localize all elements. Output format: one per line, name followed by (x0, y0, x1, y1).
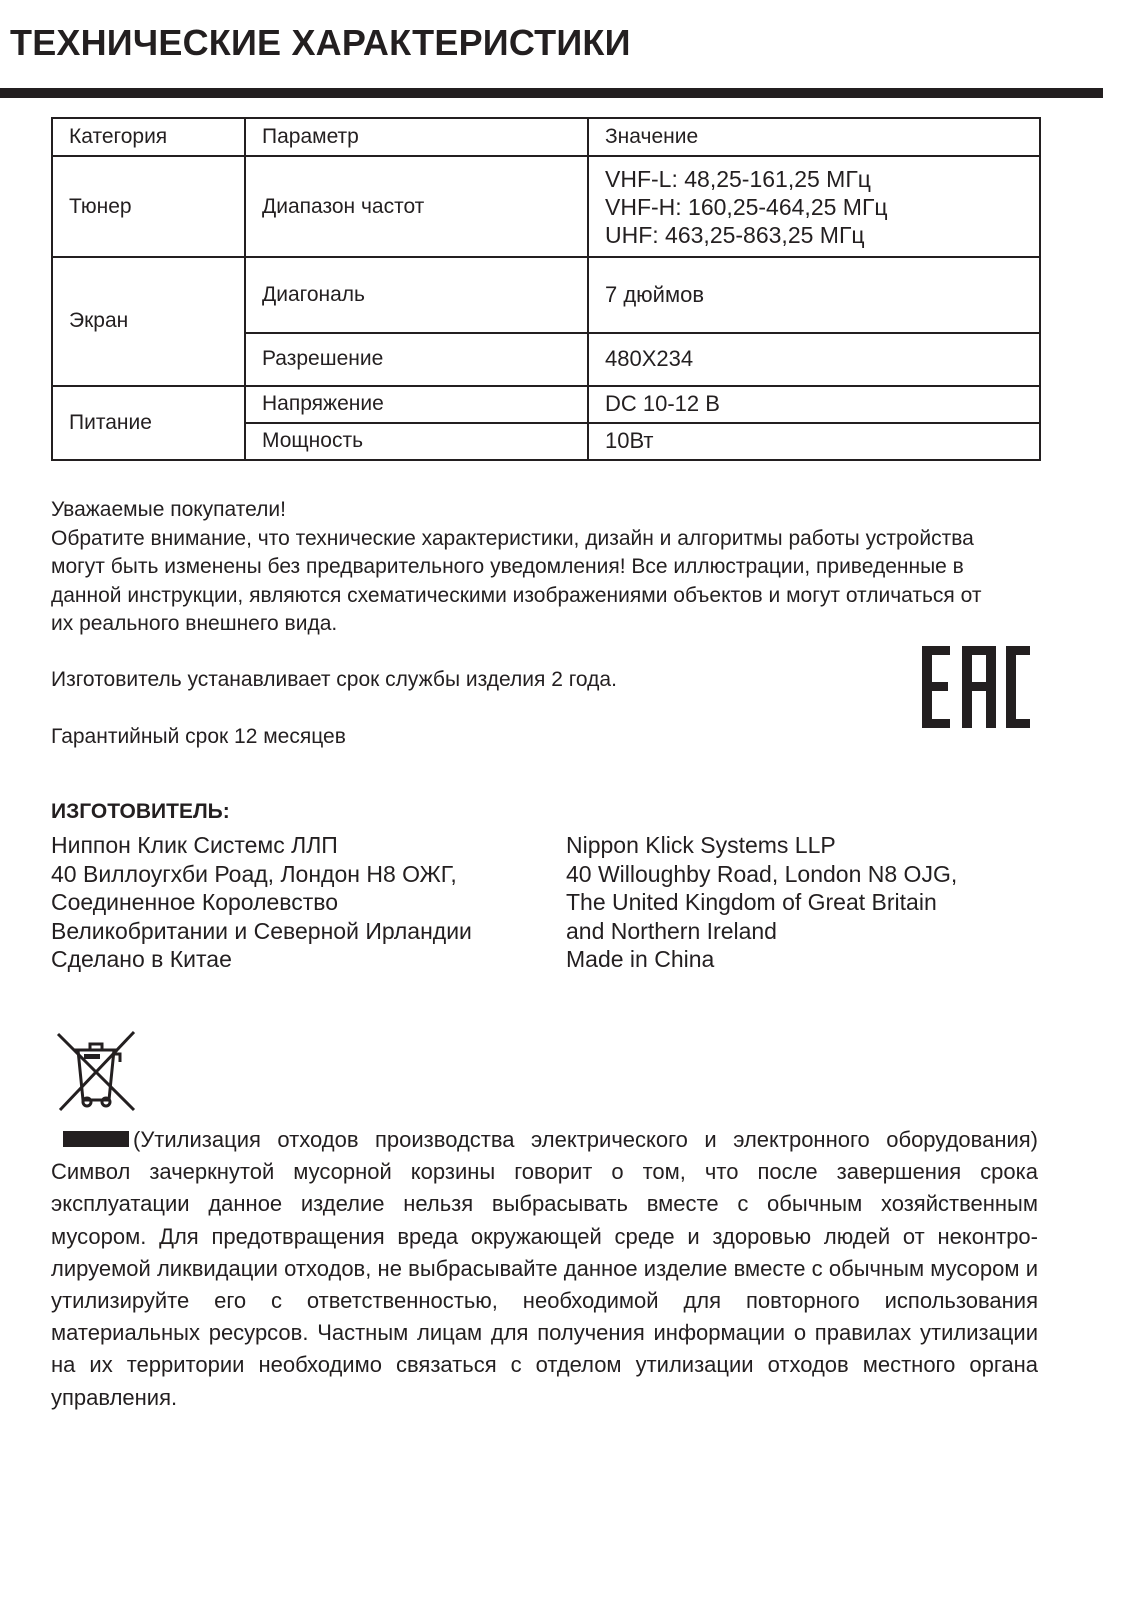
table-header-row (52, 118, 1040, 156)
header-parameter: Параметр (245, 118, 588, 156)
page-title: ТЕХНИЧЕСКИЕ ХАРАКТЕРИСТИКИ (10, 22, 631, 63)
value-vhf-l: VHF-L: 48,25-161,25 МГц (605, 165, 871, 192)
service-life-text: Изготовитель устанавливает срок службы изделия 2 года. (51, 668, 617, 691)
table-row (52, 386, 1040, 423)
param-resolution: Разрешение (245, 333, 588, 385)
table-row (52, 156, 1040, 257)
address-line: 40 Виллоугхби Роад, Лондон Н8 ОЖГ, (51, 860, 457, 887)
category-power: Питание (52, 386, 245, 460)
recycling-text (51, 1124, 1038, 1414)
value-resolution: 480X234 (588, 333, 1040, 385)
table-row (52, 257, 1040, 333)
address-line: Ниппон Клик Системс ЛЛП (51, 832, 338, 858)
notice-line: Обратите внимание, что технические характеристики, дизайн и алгоритмы работы устройства (51, 526, 974, 550)
address-line: Сделано в Китае (51, 946, 232, 973)
address-line: Nippon Klick Systems LLP (566, 832, 836, 858)
param-power: Мощность (245, 423, 588, 460)
header-value: Значение (588, 118, 1040, 156)
param-diagonal: Диагональ (245, 257, 588, 333)
param-voltage: Напряжение (245, 386, 588, 423)
recycling-heading: (Утилизация отходов производства электрического и электронного оборудования) (133, 1127, 1038, 1152)
crossed-out-bin-icon (54, 1028, 138, 1114)
eac-mark-icon (922, 646, 1030, 728)
manufacturer-address-ru (51, 831, 472, 974)
manufacturer-heading: ИЗГОТОВИТЕЛЬ: (51, 800, 230, 823)
value-uhf: UHF: 463,25-863,25 МГц (605, 221, 865, 248)
warranty-text: Гарантийный срок 12 месяцев (51, 725, 346, 748)
spec-table (51, 117, 1041, 461)
address-line: Великобритании и Северной Ирландии (51, 917, 472, 944)
value-power: 10Вт (588, 423, 1040, 460)
category-tuner: Тюнер (52, 156, 245, 257)
param-frequency-range: Диапазон частот (245, 156, 588, 257)
notice-line: могут быть изменены без предварительного уведомления! Все иллюстрации, приведенные в (51, 555, 964, 578)
manufacturer-address-en (566, 831, 957, 974)
value-vhf-h: VHF-H: 160,25-464,25 МГц (605, 193, 888, 220)
customer-notice (51, 496, 1051, 639)
address-line: Made in China (566, 946, 715, 973)
category-screen: Экран (52, 257, 245, 386)
address-line: and Northern Ireland (566, 917, 777, 944)
recycling-body: Символ зачеркнутой мусорной корзины говорит о том, что после завершения срока эксплуатации данное изделие нельзя выбрасывать вместе с обычным хозяйственным мусором. Для предотвращения вреда окружающей среде и здоровью людей от неконтролируемой ликвидации отходов, не выбрасывайте данное изделие вместе с обычным мусором и утилизируйте его с ответственностью, необходимой для повторного использования материальных ресурсов. Частным лицам для получения информации о правилах утилизации на их территории необходимо связаться с отделом утилизации отходов местного органа управления. (51, 1159, 1038, 1410)
title-rule (0, 88, 1103, 98)
header-category: Категория (52, 118, 245, 156)
address-line: The United Kingdom of Great Britain (566, 889, 937, 916)
notice-line: данной инструкции, являются схематическими изображениями объектов и могут отличаться от (51, 583, 982, 607)
notice-line: их реального внешнего вида. (51, 612, 338, 635)
value-voltage: DC 10-12 В (588, 386, 1040, 423)
address-line: Соединенное Королевство (51, 889, 339, 916)
address-line: 40 Willoughby Road, London N8 OJG, (566, 860, 958, 887)
value-diagonal: 7 дюймов (588, 257, 1040, 333)
value-frequency-range (588, 156, 1040, 257)
notice-greeting: Уважаемые покупатели! (51, 498, 286, 521)
